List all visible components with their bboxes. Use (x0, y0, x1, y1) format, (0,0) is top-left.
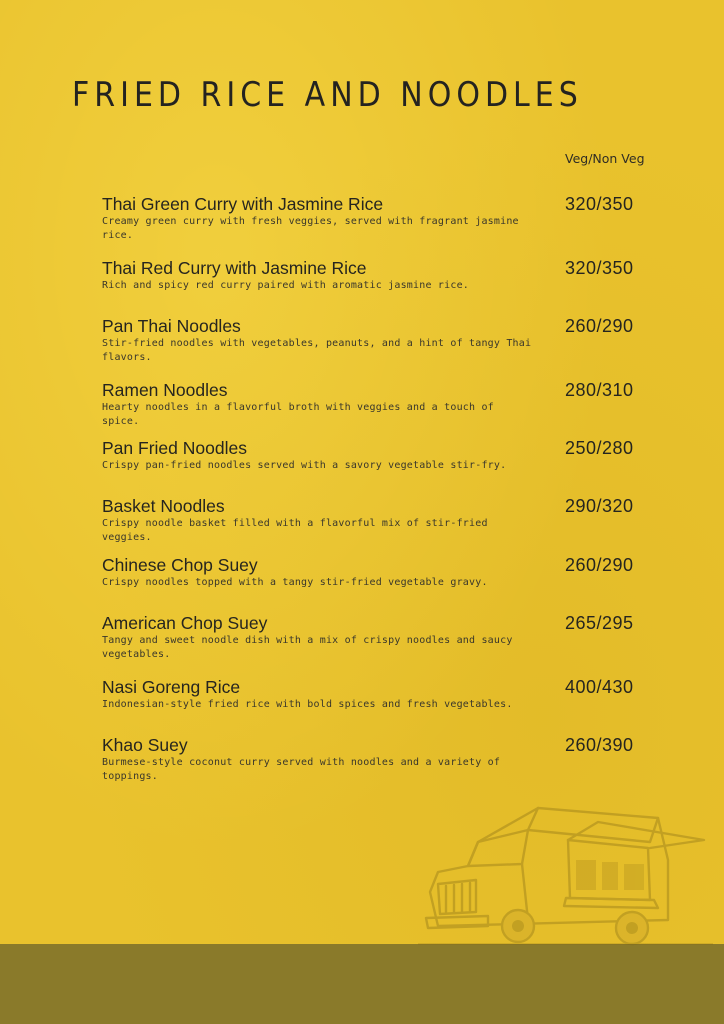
menu-item-pan-thai-noodles (102, 317, 662, 365)
item-price: 260/290 (565, 555, 634, 575)
menu-item-khao-suey (102, 736, 662, 784)
item-price: 250/280 (565, 438, 634, 458)
footer-band (0, 944, 724, 1024)
item-name: American Chop Suey (102, 613, 268, 633)
item-name: Thai Green Curry with Jasmine Rice (102, 194, 384, 214)
menu-item-thai-red-curry (102, 259, 662, 293)
item-price: 265/295 (565, 613, 634, 633)
menu-item-thai-green-curry (102, 195, 662, 243)
item-description: Stir-fried noodles with vegetables, peanuts, and a hint of tangy Thai flavors. (102, 338, 532, 363)
item-price: 260/390 (565, 735, 634, 755)
item-description: Creamy green curry with fresh veggies, served with fragrant jasmine rice. (102, 216, 519, 241)
item-name: Thai Red Curry with Jasmine Rice (102, 258, 367, 278)
menu-item-pan-fried-noodles (102, 439, 662, 473)
item-name: Pan Fried Noodles (102, 438, 247, 458)
item-name: Ramen Noodles (102, 380, 228, 400)
menu-item-nasi-goreng-rice (102, 678, 662, 712)
item-name: Basket Noodles (102, 496, 225, 516)
item-price: 290/320 (565, 496, 634, 516)
menu-item-ramen-noodles (102, 381, 662, 429)
item-price: 260/290 (565, 316, 634, 336)
item-price: 320/350 (565, 194, 634, 214)
item-description: Rich and spicy red curry paired with aromatic jasmine rice. (102, 280, 470, 291)
item-price: 320/350 (565, 258, 634, 278)
item-description: Tangy and sweet noodle dish with a mix of crispy noodles and saucy vegetables. (102, 635, 513, 660)
menu-item-basket-noodles (102, 497, 662, 545)
item-description: Crispy noodle basket filled with a flavorful mix of stir-fried veggies. (102, 518, 488, 543)
item-name: Chinese Chop Suey (102, 555, 258, 575)
item-description: Hearty noodles in a flavorful broth with veggies and a touch of spice. (102, 402, 494, 427)
item-description: Crispy pan-fried noodles served with a savory vegetable stir-fry. (102, 460, 507, 471)
food-truck-icon (418, 800, 713, 950)
item-description: Burmese-style coconut curry served with noodles and a variety of toppings. (102, 757, 501, 782)
item-name: Khao Suey (102, 735, 188, 755)
menu-title: FRIED RICE AND NOODLES (72, 76, 583, 116)
item-price: 400/430 (565, 677, 634, 697)
menu-item-american-chop-suey (102, 614, 662, 662)
item-name: Nasi Goreng Rice (102, 677, 241, 697)
item-description: Indonesian-style fried rice with bold spices and fresh vegetables. (102, 699, 513, 710)
item-name: Pan Thai Noodles (102, 316, 241, 336)
price-column-header: Veg/Non Veg (565, 151, 645, 166)
item-description: Crispy noodles topped with a tangy stir-fried vegetable gravy. (102, 577, 488, 588)
menu-item-chinese-chop-suey (102, 556, 662, 590)
item-price: 280/310 (565, 380, 634, 400)
